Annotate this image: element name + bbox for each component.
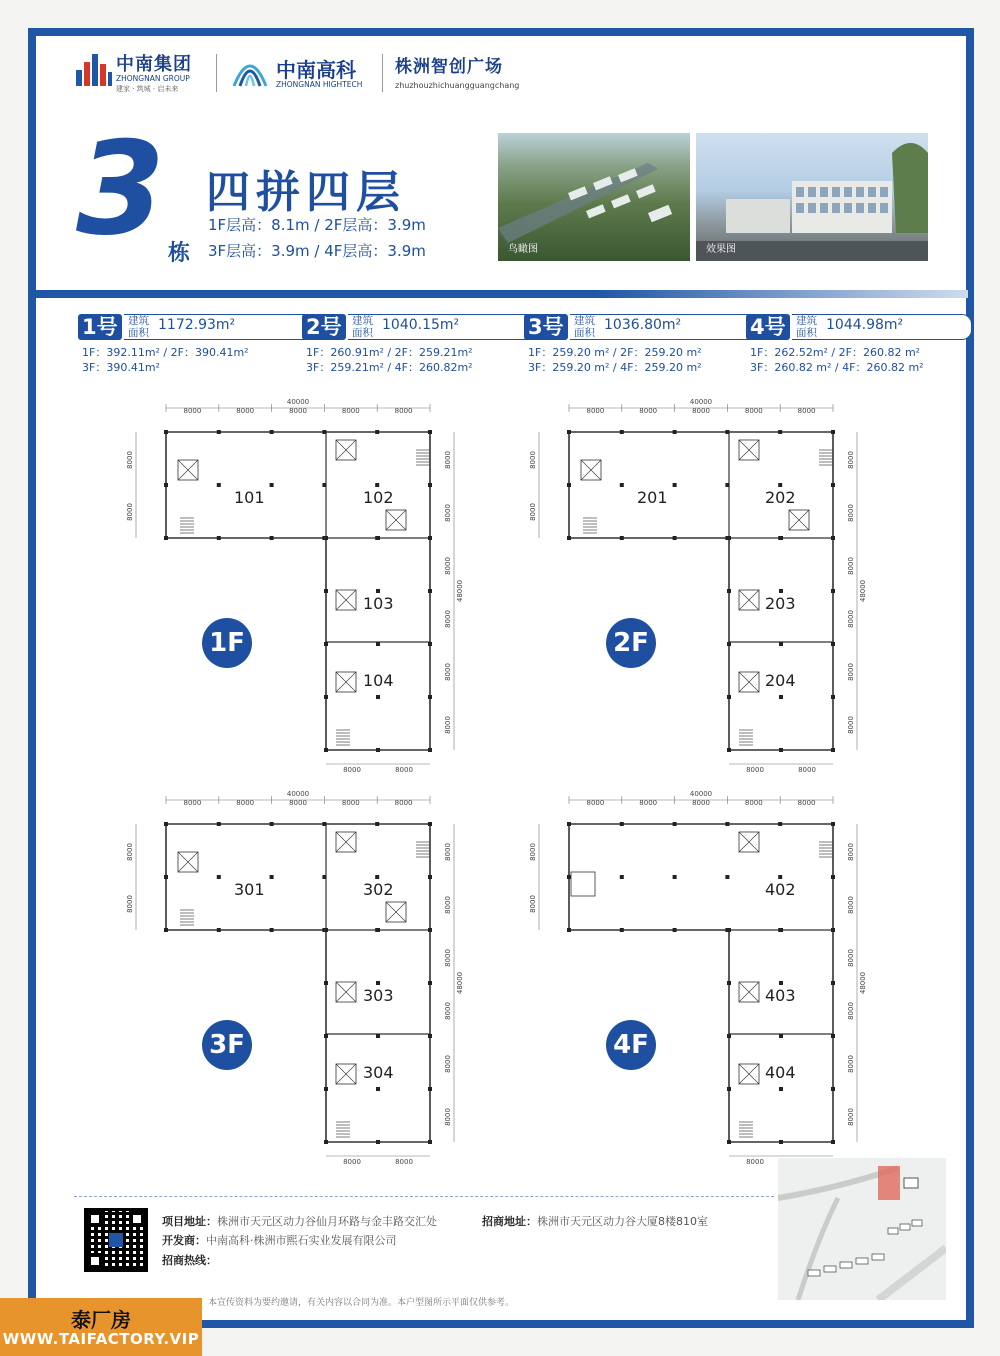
floor-plan-1f	[126, 398, 466, 774]
room-202: 202	[765, 488, 796, 507]
plan-column	[375, 822, 379, 826]
plan-column	[779, 981, 783, 985]
plan-column	[428, 981, 432, 985]
plan-column	[217, 536, 221, 540]
floor-plan-4f-drawing	[529, 790, 869, 1166]
dimension-label: 40000	[286, 398, 310, 406]
plan-column	[779, 536, 783, 540]
dimension-label: 8000	[444, 1002, 452, 1020]
plan-column	[270, 536, 274, 540]
floor-badge-2f: 2F	[606, 618, 656, 668]
room-102: 102	[363, 488, 394, 507]
plan-column	[831, 1087, 835, 1091]
unit-floor-areas-1: 1F：392.11m² / 2F：390.41m²	[82, 346, 249, 359]
dimension-label: 40000	[689, 398, 713, 406]
plan-column	[217, 430, 221, 434]
plan-column	[779, 1140, 783, 1144]
room-301: 301	[234, 880, 265, 899]
plan-column	[270, 430, 274, 434]
unit-floor-areas-1: 1F：262.52m² / 2F：260.82 m²	[750, 346, 921, 359]
plan-outline	[569, 432, 833, 750]
plan-column	[376, 928, 380, 932]
qr-code-icon	[84, 1208, 148, 1272]
dimension-label: 8000	[341, 799, 360, 807]
plan-column	[673, 430, 677, 434]
dimension-label: 8000	[746, 766, 764, 774]
dimension-label: 8000	[126, 843, 134, 861]
plan-column	[831, 430, 835, 434]
plan-column	[217, 928, 221, 932]
plan-column	[779, 1087, 783, 1091]
plan-column	[270, 928, 274, 932]
plan-column	[727, 981, 731, 985]
floor-badge-4f: 4F	[606, 1020, 656, 1070]
plan-column	[322, 822, 326, 826]
plan-column	[779, 748, 783, 752]
plan-column	[428, 430, 432, 434]
plan-column	[324, 642, 328, 646]
dimension-label: 8000	[847, 557, 855, 575]
plan-column	[567, 483, 571, 487]
plan-column	[831, 695, 835, 699]
dimension-label: 8000	[529, 843, 537, 861]
unit-area-label: 建筑面积	[128, 315, 149, 339]
plan-column	[376, 695, 380, 699]
dimension-label: 8000	[444, 949, 452, 967]
dimension-label: 8000	[692, 799, 710, 807]
dimension-label: 8000	[444, 610, 452, 628]
zhongnan-hightech-logo	[230, 50, 380, 96]
dimension-label: 8000	[639, 799, 658, 807]
plan-column	[727, 695, 731, 699]
dimension-label: 8000	[444, 1108, 452, 1126]
dimension-label: 8000	[126, 503, 134, 521]
floor-heights-line1: 1F层高：8.1m / 2F层高：3.9m	[208, 216, 426, 234]
unit-floor-areas-2: 3F：260.82 m² / 4F：260.82 m²	[750, 361, 924, 374]
floor-plan-4f	[529, 790, 869, 1166]
header-divider	[382, 54, 383, 92]
plan-column	[725, 430, 729, 434]
dimension-label: 48000	[859, 579, 867, 603]
floor-badge-1f: 1F	[202, 618, 252, 668]
room-203: 203	[765, 594, 796, 613]
footer-office	[482, 1213, 708, 1229]
unit-floor-areas-2: 3F：259.21m² / 4F：260.82m²	[306, 361, 473, 374]
unit-floor-areas-2: 3F：390.41m²	[82, 361, 160, 374]
dimension-label: 48000	[456, 579, 464, 603]
address-key: 项目地址：	[162, 1215, 217, 1228]
plan-column	[324, 1034, 328, 1038]
dimension-label: 8000	[343, 766, 361, 774]
plan-column	[567, 875, 571, 879]
dimension-label: 8000	[744, 407, 763, 415]
plan-column	[620, 875, 624, 879]
plan-column	[164, 928, 168, 932]
plan-column	[831, 589, 835, 593]
plan-column	[428, 642, 432, 646]
plan-column	[324, 695, 328, 699]
plan-column	[831, 875, 835, 879]
plan-column	[831, 981, 835, 985]
plan-column	[567, 822, 571, 826]
plan-column	[831, 483, 835, 487]
plan-column	[376, 748, 380, 752]
plan-column	[778, 875, 782, 879]
group-slogan: 建家 · 筑城 · 启未来	[116, 85, 179, 93]
dimension-label: 8000	[692, 407, 710, 415]
plan-column	[217, 822, 221, 826]
address-value: 株洲市天元区动力谷仙月环路与金丰路交汇处	[217, 1215, 437, 1228]
project-logo	[395, 52, 519, 90]
plan-outline	[166, 432, 430, 750]
plan-column	[727, 1034, 731, 1038]
hightech-logo-mark-icon	[230, 50, 270, 90]
unit-area: 1044.98m²	[826, 317, 904, 333]
room-303: 303	[363, 986, 394, 1005]
plan-column	[428, 748, 432, 752]
room-101: 101	[234, 488, 265, 507]
dimension-label: 8000	[639, 407, 658, 415]
hotline-key: 招商热线：	[162, 1254, 217, 1267]
plan-column	[673, 928, 677, 932]
room-402: 402	[765, 880, 796, 899]
unit-card-1	[78, 312, 308, 382]
roof-terrace-box	[571, 872, 595, 896]
watermark-url: WWW.TAIFACTORY.VIP	[2, 1330, 200, 1348]
dimension-label: 8000	[394, 799, 413, 807]
plan-column	[620, 822, 624, 826]
plan-column	[428, 536, 432, 540]
hightech-name-en: ZHONGNAN HIGHTECH	[276, 80, 363, 89]
plan-column	[376, 1140, 380, 1144]
project-name-cn: 株洲智创广场	[395, 57, 503, 77]
dimension-label: 8000	[444, 896, 452, 914]
plan-column	[428, 822, 432, 826]
dimension-label: 8000	[126, 895, 134, 913]
dimension-label: 8000	[444, 1055, 452, 1073]
aerial-view-image	[498, 133, 690, 261]
plan-column	[831, 1034, 835, 1038]
unit-card-4	[746, 312, 976, 382]
plan-column	[270, 822, 274, 826]
building-number: 3	[76, 115, 166, 264]
plan-column	[164, 822, 168, 826]
room-404: 404	[765, 1063, 796, 1082]
dimension-label: 8000	[343, 1158, 361, 1166]
watermark-name: 泰厂房	[71, 1308, 131, 1332]
dimension-label: 8000	[395, 766, 413, 774]
unit-area: 1172.93m²	[158, 317, 236, 333]
plan-column	[375, 430, 379, 434]
dimension-label: 8000	[586, 799, 605, 807]
plan-column	[324, 1087, 328, 1091]
unit-card-2	[302, 312, 532, 382]
plan-column	[375, 875, 379, 879]
unit-floor-areas-2: 3F：259.20 m² / 4F：259.20 m²	[528, 361, 702, 374]
plan-column	[322, 483, 326, 487]
unit-area-label: 建筑面积	[352, 315, 373, 339]
dimension-label: 8000	[797, 407, 816, 415]
plan-column	[164, 536, 168, 540]
dimension-label: 8000	[847, 1108, 855, 1126]
plan-column	[428, 483, 432, 487]
plan-column	[727, 928, 731, 932]
dimension-label: 8000	[746, 1158, 764, 1166]
plan-column	[778, 430, 782, 434]
unit-area-label: 建筑面积	[796, 315, 817, 339]
floor-heights-line2: 3F层高：3.9m / 4F层高：3.9m	[208, 242, 426, 260]
dimension-label: 8000	[847, 716, 855, 734]
plan-column	[725, 822, 729, 826]
room-403: 403	[765, 986, 796, 1005]
plan-column	[725, 875, 729, 879]
plan-column	[428, 875, 432, 879]
plan-column	[376, 1087, 380, 1091]
dimension-label: 8000	[847, 451, 855, 469]
dimension-label: 8000	[847, 896, 855, 914]
dimension-label: 8000	[289, 407, 307, 415]
dimension-label: 48000	[859, 971, 867, 995]
aerial-caption: 鸟瞰图	[508, 244, 538, 255]
plan-column	[428, 589, 432, 593]
office-value: 株洲市天元区动力谷大厦8楼810室	[537, 1215, 708, 1228]
plan-column	[164, 430, 168, 434]
plan-column	[727, 589, 731, 593]
plan-column	[567, 536, 571, 540]
plan-column	[779, 589, 783, 593]
plan-column	[831, 536, 835, 540]
plan-column	[727, 1140, 731, 1144]
room-104: 104	[363, 671, 394, 690]
plan-column	[727, 642, 731, 646]
group-logo-mark-icon	[76, 52, 112, 86]
plan-column	[673, 822, 677, 826]
unit-badge: 4号	[746, 314, 790, 340]
plan-column	[779, 695, 783, 699]
dimension-label: 8000	[444, 663, 452, 681]
dimension-label: 8000	[289, 799, 307, 807]
dimension-label: 8000	[126, 451, 134, 469]
dimension-label: 8000	[395, 1158, 413, 1166]
plan-outline	[166, 824, 430, 1142]
plan-column	[620, 928, 624, 932]
plan-column	[620, 430, 624, 434]
plan-column	[727, 536, 731, 540]
plan-column	[324, 1140, 328, 1144]
dimension-label: 8000	[444, 451, 452, 469]
dimension-label: 8000	[847, 1055, 855, 1073]
plan-column	[831, 748, 835, 752]
plan-column	[376, 981, 380, 985]
plan-column	[324, 928, 328, 932]
plan-column	[727, 748, 731, 752]
dimension-label: 8000	[798, 766, 816, 774]
plan-column	[620, 536, 624, 540]
dimension-label: 8000	[444, 843, 452, 861]
plan-column	[428, 695, 432, 699]
plan-column	[779, 928, 783, 932]
project-name-en: zhuzhouzhichuangguangchang	[395, 81, 520, 90]
plan-column	[567, 430, 571, 434]
unit-badge: 1号	[78, 314, 122, 340]
watermark-badge	[0, 1298, 202, 1356]
plan-column	[324, 589, 328, 593]
group-name-cn: 中南集团	[116, 54, 192, 75]
building-title: 四拼四层	[206, 167, 406, 218]
unit-area: 1036.80m²	[604, 317, 682, 333]
unit-badge: 2号	[302, 314, 346, 340]
plan-column	[620, 483, 624, 487]
dimension-label: 8000	[847, 663, 855, 681]
rendering-image	[696, 133, 928, 261]
plan-column	[567, 928, 571, 932]
header	[40, 42, 950, 102]
header-divider	[216, 54, 217, 92]
plan-column	[164, 483, 168, 487]
plan-column	[376, 536, 380, 540]
floor-plan-2f	[529, 398, 869, 774]
plan-column	[725, 483, 729, 487]
dimension-label: 8000	[847, 949, 855, 967]
unit-badge: 3号	[524, 314, 568, 340]
dimension-label: 8000	[236, 799, 255, 807]
plan-column	[778, 822, 782, 826]
dimension-label: 8000	[341, 407, 360, 415]
site-map-image	[778, 1158, 946, 1300]
unit-area: 1040.15m²	[382, 317, 460, 333]
plan-column	[779, 642, 783, 646]
plan-column	[376, 1034, 380, 1038]
dimension-label: 8000	[847, 610, 855, 628]
plan-column	[831, 822, 835, 826]
unit-floor-areas-1: 1F：259.20 m² / 2F：259.20 m²	[528, 346, 702, 359]
building-suffix: 栋	[168, 241, 191, 266]
plan-outline	[569, 824, 833, 1142]
plan-column	[324, 536, 328, 540]
hightech-name-cn: 中南高科	[276, 58, 356, 82]
plan-column	[831, 642, 835, 646]
plan-column	[428, 1034, 432, 1038]
dimension-label: 8000	[847, 504, 855, 522]
room-103: 103	[363, 594, 394, 613]
footer-divider	[74, 1196, 774, 1197]
room-302: 302	[363, 880, 394, 899]
dimension-label: 48000	[456, 971, 464, 995]
dimension-label: 8000	[444, 504, 452, 522]
plan-column	[217, 875, 221, 879]
floor-plan-3f	[126, 790, 466, 1166]
floor-plan-3f-drawing	[126, 790, 466, 1166]
plan-column	[270, 875, 274, 879]
plan-column	[727, 1087, 731, 1091]
section-divider	[36, 290, 968, 298]
plan-column	[831, 928, 835, 932]
floor-plan-1f-drawing	[126, 398, 466, 774]
dimension-label: 8000	[529, 503, 537, 521]
plan-column	[428, 1087, 432, 1091]
dimension-label: 8000	[529, 451, 537, 469]
plan-column	[376, 589, 380, 593]
dimension-label: 8000	[444, 716, 452, 734]
dimension-label: 8000	[847, 1002, 855, 1020]
disclaimer: 本宣传资料为要约邀请，有关内容以合同为准。本户型图所示平面仅供参考。	[208, 1298, 515, 1308]
dimension-label: 8000	[529, 895, 537, 913]
dimension-label: 40000	[689, 790, 713, 798]
plan-column	[831, 1140, 835, 1144]
dimension-label: 40000	[286, 790, 310, 798]
dimension-label: 8000	[183, 799, 202, 807]
room-204: 204	[765, 671, 796, 690]
floor-badge-3f: 3F	[202, 1020, 252, 1070]
footer-hotline	[162, 1252, 217, 1268]
plan-column	[428, 1140, 432, 1144]
dimension-label: 8000	[744, 799, 763, 807]
dimension-label: 8000	[797, 799, 816, 807]
room-304: 304	[363, 1063, 394, 1082]
footer-address	[162, 1213, 437, 1229]
plan-column	[324, 748, 328, 752]
plan-column	[164, 875, 168, 879]
plan-column	[779, 1034, 783, 1038]
plan-column	[322, 875, 326, 879]
plan-column	[778, 483, 782, 487]
dimension-label: 8000	[586, 407, 605, 415]
unit-floor-areas-1: 1F：260.91m² / 2F：259.21m²	[306, 346, 473, 359]
plan-column	[324, 981, 328, 985]
unit-card-3	[524, 312, 754, 382]
plan-column	[673, 875, 677, 879]
plan-column	[322, 430, 326, 434]
unit-area-label: 建筑面积	[574, 315, 595, 339]
plan-column	[673, 536, 677, 540]
zhongnan-group-logo	[76, 50, 206, 96]
plan-column	[673, 483, 677, 487]
room-201: 201	[637, 488, 668, 507]
developer-key: 开发商：	[162, 1234, 206, 1247]
rendering-caption: 效果图	[706, 244, 736, 255]
dimension-label: 8000	[394, 407, 413, 415]
footer-developer	[162, 1232, 397, 1248]
developer-value: 中南高科·株洲市熙石实业发展有限公司	[206, 1234, 397, 1247]
plan-column	[376, 642, 380, 646]
dimension-label: 8000	[236, 407, 255, 415]
dimension-label: 8000	[183, 407, 202, 415]
office-key: 招商地址：	[482, 1215, 537, 1228]
plan-column	[375, 483, 379, 487]
plan-column	[217, 483, 221, 487]
site-map-graphic	[778, 1158, 946, 1300]
group-name-en: ZHONGNAN GROUP	[116, 74, 190, 83]
dimension-label: 8000	[847, 843, 855, 861]
plan-column	[270, 483, 274, 487]
floor-plan-2f-drawing	[529, 398, 869, 774]
dimension-label: 8000	[444, 557, 452, 575]
plan-column	[428, 928, 432, 932]
